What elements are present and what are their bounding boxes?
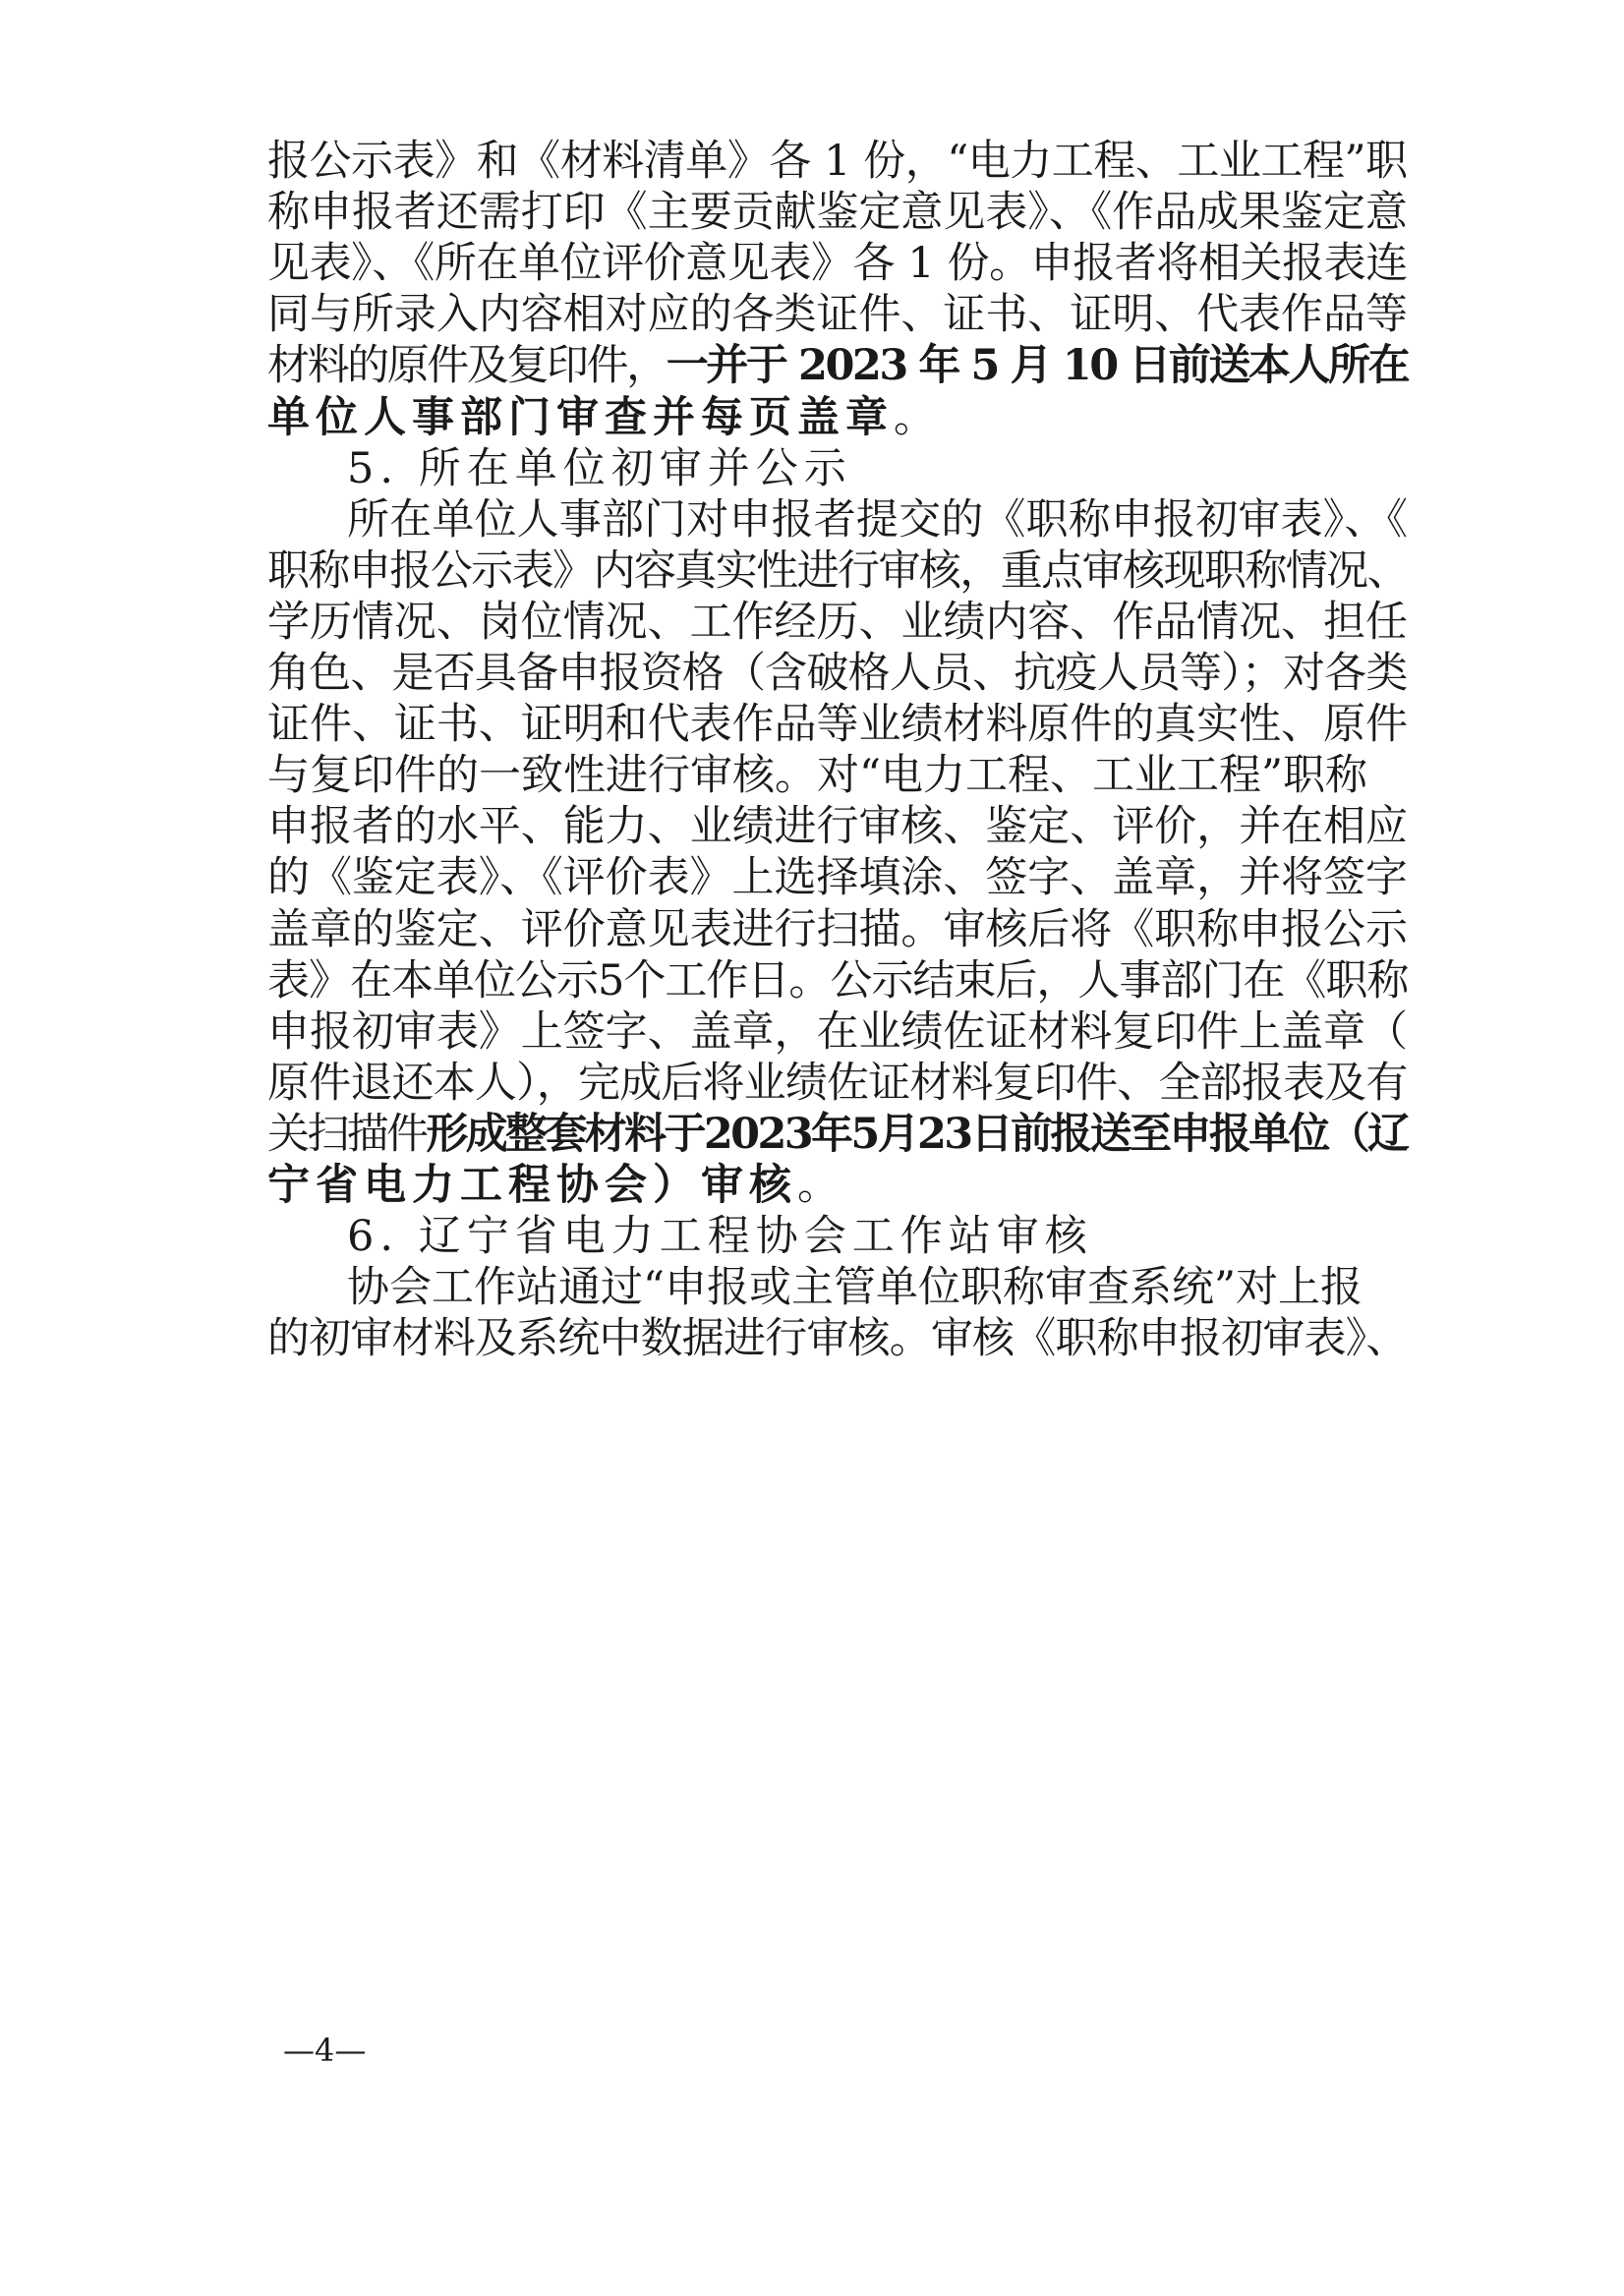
bold-text-segment: 形成整套材料于2023年5月23日前报送至申报单位（辽 — [426, 1110, 1408, 1159]
text-segment: 见表》、《所在单位评价意见表》各 1 份。申报者将相关报表连 — [267, 239, 1408, 288]
text-segment: 6. 辽宁省电力工程协会工作站审核 — [347, 1212, 1093, 1261]
text-segment: 证件、证书、证明和代表作品等业绩材料原件的真实性、原件 — [267, 700, 1408, 749]
text-segment: 申报初审表》上签字、盖章，在业绩佐证材料复印件上盖章（ — [267, 1007, 1408, 1057]
text-segment: 盖章的鉴定、评价意见表进行扫描。审核后将《职称申报公示 — [267, 905, 1408, 954]
text-line — [267, 853, 1408, 902]
text-segment: 称申报者还需打印《主要贡献鉴定意见表》、《作品成果鉴定意 — [267, 188, 1408, 237]
text-line — [267, 802, 1408, 851]
text-segment: 职称申报公示表》内容真实性进行审核，重点审核现职称情况、 — [267, 546, 1409, 596]
text-line — [267, 546, 1408, 596]
text-line — [267, 1059, 1408, 1108]
text-line — [267, 188, 1408, 237]
text-line — [267, 1161, 845, 1210]
text-segment: 关扫描件 — [267, 1110, 427, 1159]
text-line — [267, 1007, 1408, 1057]
text-line — [267, 239, 1408, 288]
text-segment: 报公示表》和《材料清单》各 1 份，“电力工程、工业工程”职 — [267, 137, 1408, 186]
text-line — [347, 1212, 1093, 1261]
text-segment: 的《鉴定表》、《评价表》上选择填涂、签字、盖章，并将签字 — [267, 853, 1408, 902]
page-number: —4— — [283, 2032, 367, 2069]
text-segment: 申报者的水平、能力、业绩进行审核、鉴定、评价，并在相应 — [267, 802, 1408, 851]
text-segment: 5. 所在单位初审并公示 — [347, 444, 852, 493]
text-segment: 。 — [797, 1161, 845, 1210]
text-segment: 原件退还本人），完成后将业绩佐证材料复印件、全部报表及有 — [267, 1059, 1408, 1108]
text-line — [267, 137, 1408, 186]
text-segment: 所在单位人事部门对申报者提交的《职称申报初审表》、《 — [347, 495, 1409, 545]
text-line — [347, 495, 1408, 545]
text-segment: 同与所录入内容相对应的各类证件、证书、证明、代表作品等 — [267, 290, 1408, 339]
text-segment: 的初审材料及系统中数据进行审核。审核《职称申报初审表》、 — [267, 1314, 1408, 1363]
text-line — [267, 1110, 1407, 1159]
text-line — [267, 700, 1408, 749]
text-line — [347, 1263, 1363, 1312]
text-line — [267, 649, 1408, 698]
text-line — [347, 444, 852, 493]
text-line — [267, 956, 1408, 1005]
text-line — [267, 290, 1408, 339]
text-line — [267, 598, 1408, 647]
text-line — [267, 1314, 1408, 1363]
text-segment: 与复印件的一致性进行审核。对“电力工程、工业工程”职称 — [267, 751, 1367, 800]
bold-text-segment: 单位人事部门审查并每页盖章 — [267, 393, 894, 442]
text-segment: 。 — [894, 393, 942, 442]
text-line — [267, 393, 942, 442]
bold-text-segment: 宁省电力工程协会）审核 — [267, 1161, 797, 1210]
text-segment: 协会工作站通过“申报或主管单位职称审查系统”对上报 — [347, 1263, 1363, 1312]
text-segment: 材料的原件及复印件， — [267, 341, 667, 390]
text-line — [267, 905, 1408, 954]
text-line — [267, 341, 1408, 390]
text-line — [267, 751, 1367, 800]
bold-text-segment: 一并于 2023 年 5 月 10 日前送本人所在 — [666, 341, 1409, 390]
text-segment: 学历情况、岗位情况、工作经历、业绩内容、作品情况、担任 — [267, 598, 1408, 647]
text-segment: 角色、是否具备申报资格（含破格人员、抗疫人员等）；对各类 — [267, 649, 1408, 698]
text-segment: 表》在本单位公示5个工作日。公示结束后，人事部门在《职称 — [267, 956, 1409, 1005]
